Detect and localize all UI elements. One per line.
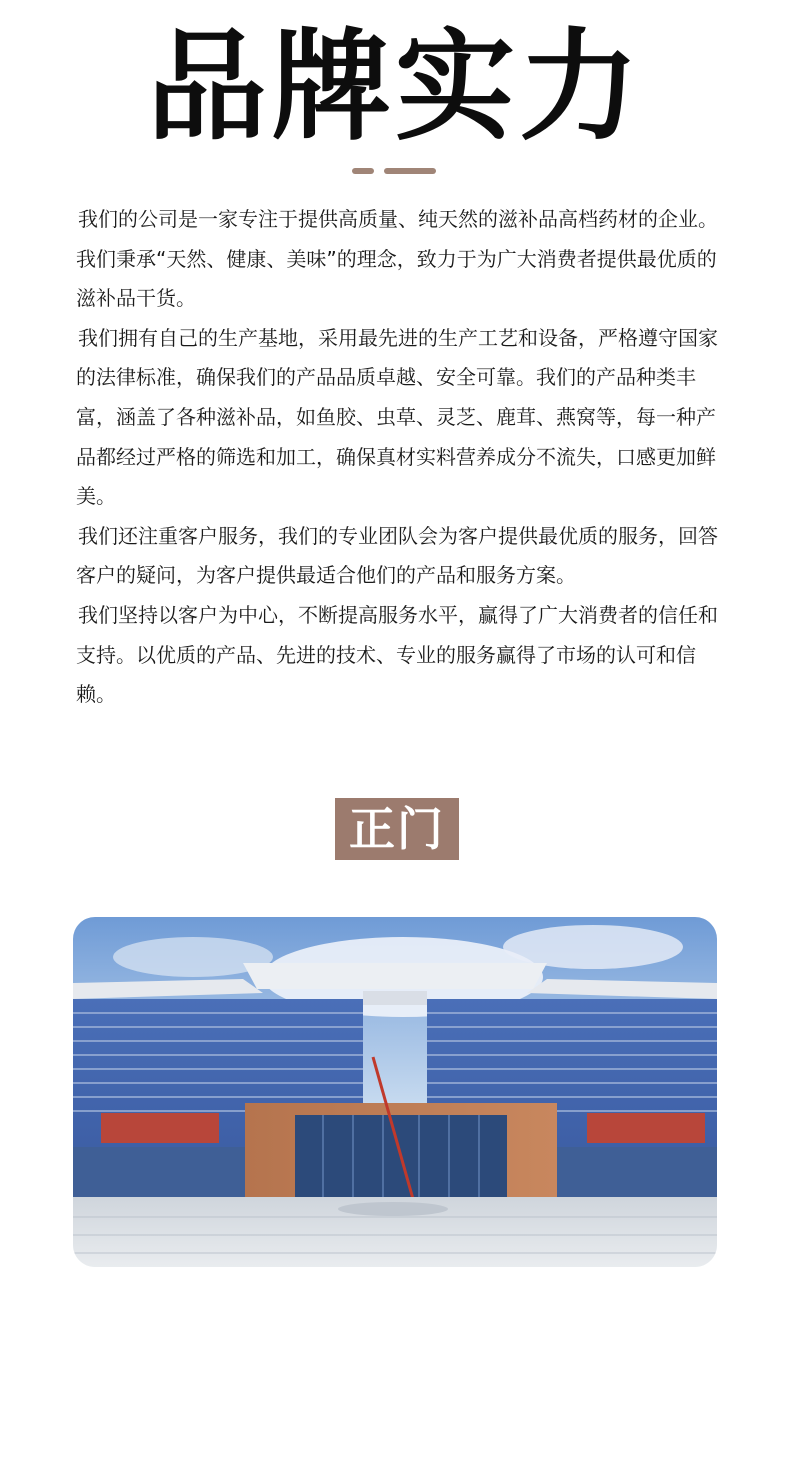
intro-paragraph: 我们坚持以客户为中心，不断提高服务水平，赢得了广大消费者的信任和支持。以优质的产品、先进的技术、专业的服务赢得了市场的认可和信赖。 (76, 602, 718, 707)
company-intro (76, 200, 726, 715)
intro-paragraph: 我们的公司是一家专注于提供高质量、纯天然的滋补品高档药材的企业。我们秉承“天然、健康、美味”的理念，致力于为广大消费者提供最优质的滋补品干货。 (76, 207, 718, 311)
page-title: 品牌实力 (147, 18, 643, 157)
section-label-main-gate: 正门 (335, 798, 459, 860)
intro-paragraph: 我们还注重客户服务，我们的专业团队会为客户提供最优质的服务，回答客户的疑问，为客户提供最适合他们的产品和服务方案。 (76, 523, 718, 588)
main-gate-photo (73, 917, 717, 1267)
title-divider-short (352, 168, 374, 174)
intro-paragraph: 我们拥有自己的生产基地，采用最先进的生产工艺和设备，严格遵守国家的法律标准，确保我们的产品品质卓越、安全可靠。我们的产品种类丰富，涵盖了各种滋补品，如鱼胶、虫草、灵芝、鹿茸、燕窝等，每一种产品都经过严格的筛选和加工，确保真材实料营养成分不流失，口感更加鲜美。 (76, 325, 718, 509)
title-divider-long (384, 168, 436, 174)
